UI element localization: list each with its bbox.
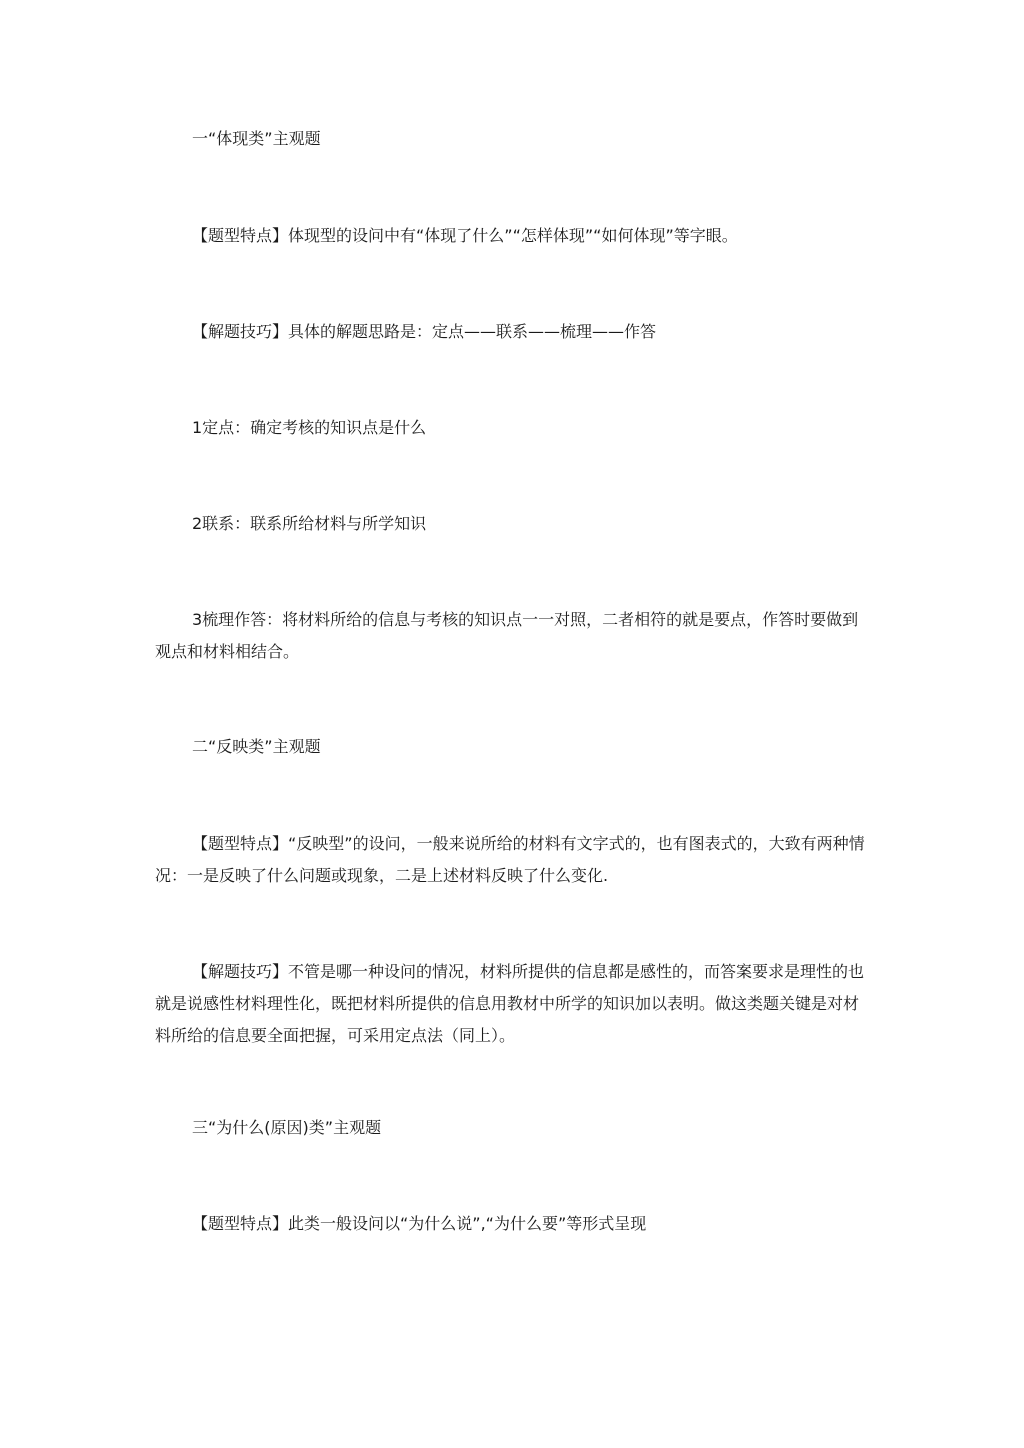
heading-weishenme: 三“为什么(原因)类”主观题: [192, 1118, 382, 1137]
paragraph-fanying-techniques: 【解题技巧】不管是哪一种设问的情况，材料所提供的信息都是感性的，而答案要求是理性的也就是说感性材料理性化，既把材料所提供的信息用教材中所学的知识加以表明。做这类题关键是对材料所给的信息要全面把握，可采用定点法（同上）。: [155, 962, 865, 1045]
paragraph-tixian-features: 【题型特点】体现型的设问中有“体现了什么”“怎样体现”“如何体现”等字眼。: [192, 226, 738, 245]
paragraph-step-1: 1定点：确定考核的知识点是什么: [192, 418, 427, 437]
paragraph-fanying-features: 【题型特点】“反映型”的设问，一般来说所给的材料有文字式的，也有图表式的，大致有两种情况：一是反映了什么问题或现象，二是上述材料反映了什么变化.: [155, 834, 865, 885]
paragraph-tixian-techniques: 【解题技巧】具体的解题思路是：定点——联系——梳理——作答: [192, 322, 657, 341]
heading-fanying: 二“反映类”主观题: [192, 737, 321, 756]
paragraph-step-3: 3梳理作答：将材料所给的信息与考核的知识点一一对照，二者相符的就是要点，作答时要做到观点和材料相结合。: [155, 610, 859, 661]
heading-tixian: 一“体现类”主观题: [192, 129, 321, 148]
paragraph-step-2: 2联系：联系所给材料与所学知识: [192, 514, 427, 533]
paragraph-weishenme-features: 【题型特点】此类一般设问以“为什么说”,“为什么要”等形式呈现: [192, 1214, 647, 1233]
